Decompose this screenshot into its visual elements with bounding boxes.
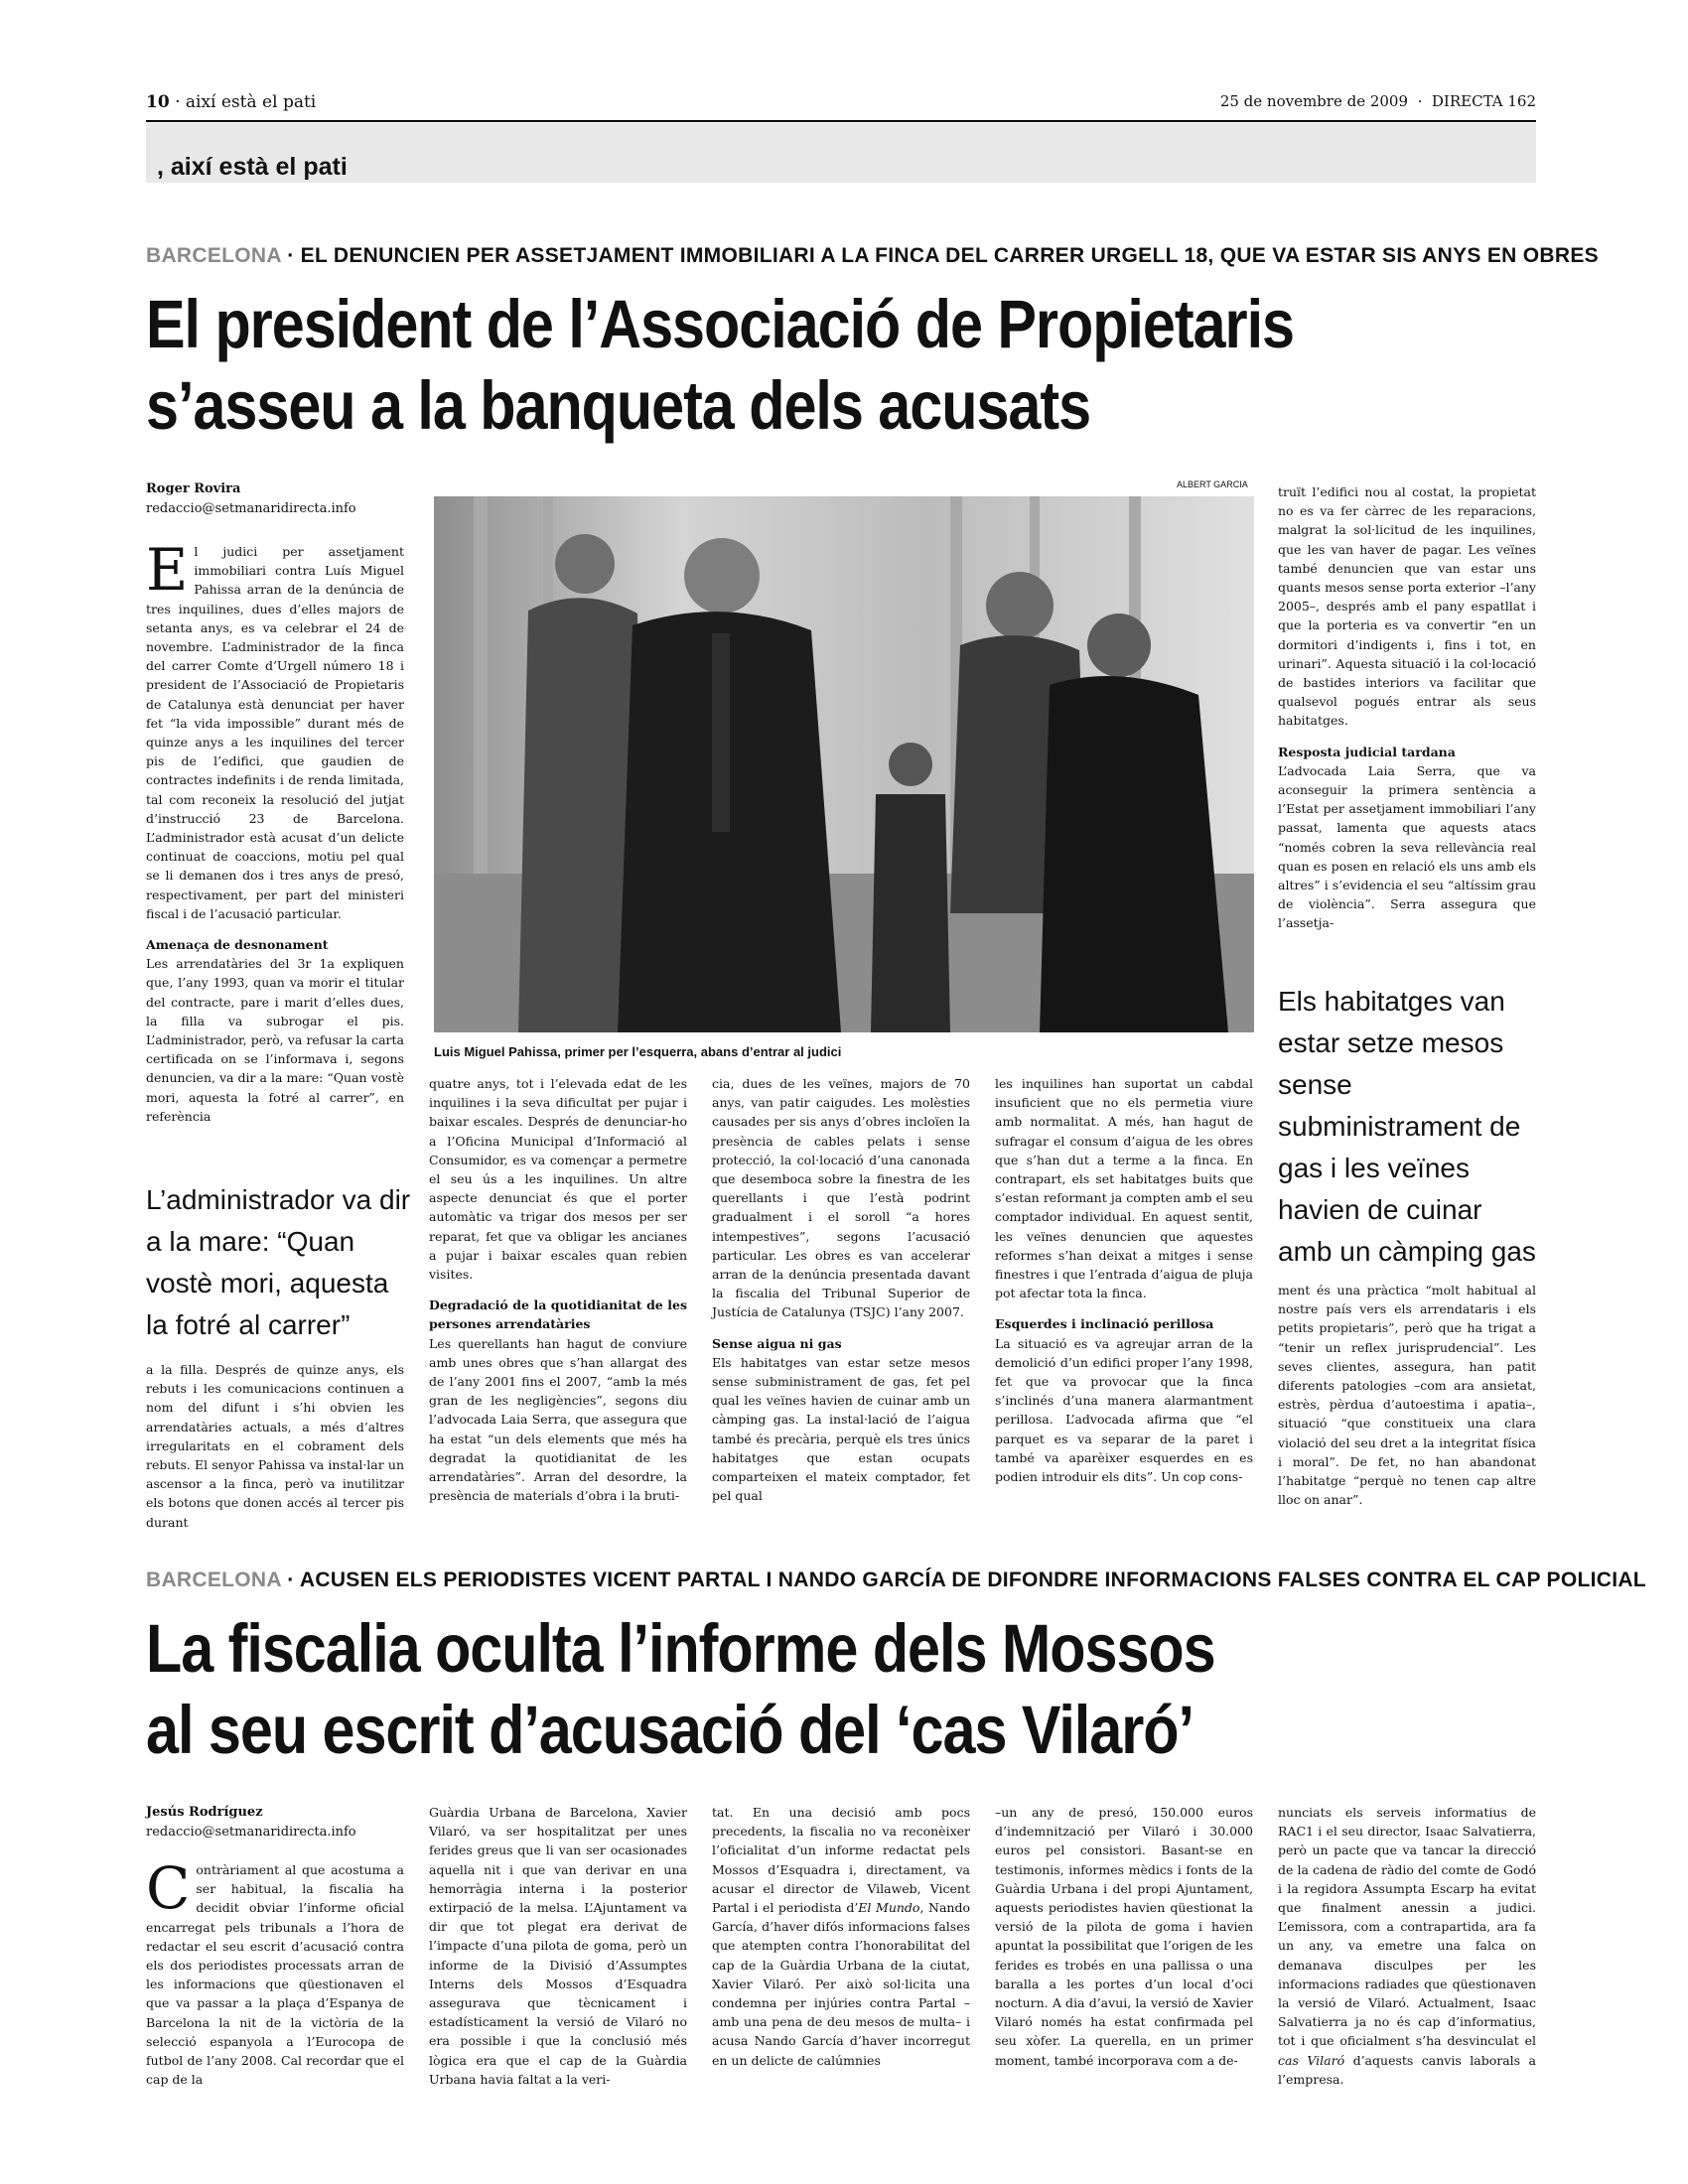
article1-subhead-4: Esquerdes i inclinació perillosa [995,1316,1214,1332]
article1-col2-p2: Les querellants han hagut de conviure amb unes obres que s’han allargat des de l’any 2001 fins el 2007, “amb la més gran de les negligències”, segons diu l’advocada Laia Serra, que assegura que ha estat “un dels elements que més ha degradat la quotidianitat de les arrendatàries”. Arran del desordre, la presència de materials d’obra i la bruti- [429,1335,687,1504]
article2-email[interactable]: redaccio@setmanaridirecta.info [146,1825,356,1840]
article1-column-5b [1278,1281,1536,1509]
article1-col5-p2: L’advocada Laia Serra, que va aconseguir la primera sentència a l’Estat per assetjament immobiliari l’any passat, lamenta que aquests atacs “només cobren la seva rellevància real quan es posen en relació els uns amb els altres” i s’evidencia el seu “altíssim grau de violència”. Serra assegura que l’assetja- [1278,762,1536,931]
article1-kicker [146,244,1599,268]
article2-byline [146,1803,356,1843]
court-photo [434,496,1254,1032]
article1-email[interactable]: redaccio@setmanaridirecta.info [146,501,356,516]
article1-byline [146,479,356,519]
article2-kicker [146,1569,1646,1592]
article1-headline [146,284,1294,447]
article2-headline-line1: La fiscalia oculta l’informe dels Mossos [146,1610,1215,1687]
article1-kicker-text: · EL DENUNCIEN PER ASSETJAMENT IMMOBILIARI A LA FINCA DEL CARRER URGELL 18, QUE VA ESTAR SIS ANYS EN OBRES [287,244,1599,267]
article2-kicker-text: · ACUSEN ELS PERIODISTES VICENT PARTAL I NANDO GARCÍA DE DIFONDRE INFORMACIONS FALSES CONTRA EL CAP POLICIAL [287,1569,1646,1591]
page-folio [146,92,316,112]
article2-column-3 [712,1803,970,2070]
article2-column-2 [429,1803,687,2089]
article1-place: BARCELONA [146,244,282,267]
article1-col3-p2: Els habitatges van estar setze mesos sense subministrament de gas, fet pel qual les veïnes havien de cuinar amb un càmping gas. La instal·lació de l’aigua també és precària, perquè els tres únics habitatges que estan ocupats comparteixen el mateix comptador, fet pel qual [712,1354,970,1504]
article1-subhead-1: Amenaça de desnonament [146,937,329,953]
article1-subhead-3: Sense aigua ni gas [712,1335,842,1351]
article2-col3-em: El Mundo [858,1900,920,1916]
folio-separator: · [175,92,181,112]
article1-col1-p3: a la filla. Després de quinze anys, els rebuts i les comunicacions continuen a nom del difunt i s’hi obvien les arrendatàries actuals, a més d’altres irregularitats en el cobrament dels rebuts. El senyor Pahissa va instal·lar un ascensor a la finca, però va inutilitzar els botons que donen accés al tercer pis durant [146,1362,404,1530]
issue-date: 25 de novembre de 2009 [1219,92,1409,110]
issue-number: DIRECTA 162 [1431,92,1536,110]
article1-col5-p1: truït l’edifici nou al costat, la propietat no es va fer càrrec de les reparacions, malgrat la sol·licitud de les inquilines, que les van haver de pagar. Les veïnes també denuncien que van estar uns quants mesos sense porta exterior –l’any 2005–, després amb el pany espatllat i que la porteria es va convertir “en un dormitori d’indigents i, fins i tot, en urinari”. Aquesta situació i la col·locació de bastides interiors va facilitar que qualsevol pogués entrar als seus habitatges. [1278,484,1536,729]
article1-col1-p1: l judici per assetjament immobiliari contra Luís Miguel Pahissa arran de la denúncia de tres inquilines, dues d’elles majors de setanta anys, es va celebrar el 24 de novembre. L’administrador de la finca del carrer Comte d’Urgell número 18 i president de l’Associació de Propietaris de Catalunya està denunciat per haver fet “la vida impossible” durant més de quinze anys a les inquilines del tercer pis de l’edifici, que gaudien de contractes indefinits i de renda limitada, tal com reconeix la resolució del jutjat d’instrucció 23 de Barcelona. L’administrador està acusat d’un delicte continuat de coaccions, motiu pel qual se li demanen dos i tres anys de presó, respectivament, per part del ministeri fiscal i de l’acusació particular. [146,544,404,921]
article1-column-4 [995,1074,1253,1486]
article2-col5-b: d’aquests canvis laborals a l’empresa. [1278,2052,1536,2087]
section-band [146,123,1536,183]
article1-column-1b [146,1360,404,1532]
article2-col5-em: cas Vilaró [1278,2052,1345,2068]
article1-col5-p3: ment és una pràctica “molt habitual al nostre país vers els arrendataris i els petits propietaris”, però que ha trigat a “tenir un reflex jurisprudencial”. Les seves clientes, assegura, han patit diferents patologies –com ara ansietat, estrès, pèrdua d’autoestima i apatia–, situació “que constitueix una clara violació del seu dret a la integritat física i moral”. De fet, no han abandonat l’habitatge “perquè no tenen cap altre lloc on anar”. [1278,1283,1536,1508]
article1-column-2 [429,1074,687,1505]
article2-headline-line2: al seu escrit d’acusació del ‘cas Vilaró’ [146,1692,1194,1768]
article2-col4: –un any de presó, 150.000 euros d’indemnització per Vilaró i 30.000 euros pel consistori. Basant-se en testimonis, informes mèdics i fonts de la Guàrdia Urbana i del propi Ajuntament, aquests periodistes havien qüestionat la versió de la pilota de goma i havien apuntat la possibilitat que l’origen de les ferides es trobés en una pallissa o una baralla a les portes d’un local d’oci nocturn. A dia d’avui, la versió de Xavier Vilaró només ha estat confirmada pel seu xòfer. La querella, en un primer moment, també incorporava com a de- [995,1805,1253,2068]
article2-col2: Guàrdia Urbana de Barcelona, Xavier Vilaró, va ser hospitalitzat per unes ferides greus que li van ser ocasionades aquella nit i que van derivar en una hemorràgia interna i la posterior extirpació de la melsa. L’Ajuntament va dir que tot plegat era derivat de l’impacte d’una pilota de goma, però un informe de la Divisió d’Assumptes Interns dels Mossos d’Esquadra assegurava que tècnicament i estadísticament la versió de Vilaró no era possible i que la conclusió més lògica era que el cap de la Guàrdia Urbana havia faltat a la veri- [429,1805,687,2087]
article1-pullquote-1: L’administrador va dir a la mare: “Quan vostè mori, aquesta la fotré al carrer” [146,1184,411,1340]
article2-column-4 [995,1803,1253,2070]
court-photo-graphic [434,496,1254,1032]
article1-headline-line2: s’asseu a la banqueta dels acusats [146,367,1091,444]
article1-pullquote-2: Els habitatges van estar setze mesos sense subministrament de gas i les veïnes havien de cuinar amb un càmping gas [1278,986,1536,1267]
article1-col3-p1: cia, dues de les veïnes, majors de 70 anys, van patir caigudes. Les molèsties causades per sis anys d’obres incloïen la presència de cables pelats i sense protecció, la col·locació d’una canonada que desemboca sobre la finestra de les querellants i que l’està podrint gradualment i el soroll “a hores intempestives”, segons l’acusació particular. Les obres es van accelerar arran de la denúncia presentada davant la fiscalia del Tribunal Superior de Justícia de Catalunya (TSJC) l’any 2007. [712,1076,970,1320]
article1-subhead-5: Resposta judicial tardana [1278,744,1456,759]
article1-dropcap: E [146,536,189,604]
article2-place: BARCELONA [146,1569,282,1591]
article1-headline-line1: El president de l’Associació de Propietaris [146,286,1295,362]
article2-column-5 [1278,1803,1536,2089]
article2-col3-b: , Nando García, d’haver difós informacions falses que atempten contra l’honorabilitat del cap de la Guàrdia Urbana de la ciutat, Xavier Vilaró. Per això sol·licita una condemna per injúries contra Partal –amb una pena de deu mesos de multa– i acusa Nando García d’haver incorregut en un delicte de calúmnies [712,1900,970,2068]
article1-col1-p2: Les arrendatàries del 3r 1a expliquen que, l’any 1993, quan va morir el titular del contracte, pare i marit d’elles dues, la filla va subrogar el pis. L’administrador, però, va refusar la carta certificada on se l’informava i, segons denuncien, va dir a la mare: “Quan vostè mori, aquesta la fotré al carrer”, en referència [146,956,404,1124]
article1-subhead-2: Degradació de la quotidianitat de les persones arrendatàries [429,1297,687,1332]
article2-dropcap: C [146,1854,191,1922]
article2-author: Jesús Rodríguez [146,1805,263,1820]
article1-column-5 [1278,482,1536,933]
section-title: , així està el pati [157,153,348,181]
issue-info [1220,92,1536,110]
page-number: 10 [146,92,170,112]
article1-col2-p1: quatre anys, tot i l’elevada edat de les inquilines i la seva dificultat per pujar i baixar escales. Després de denunciar-ho a l’Oficina Municipal d’Informació al Consumidor, es va començar a permetre el seu ús a les inquilines. Un altre aspecte denunciat és que el porter automàtic va trigar dos mesos per ser reparat, fet que va obligar les ancianes a pujar i baixar escales quan rebien visites. [429,1076,687,1283]
article1-col4-p2: La situació es va agreujar arran de la demolició d’un edifici proper l’any 1998, fet que va provocar que la finca s’inclinés d’una manera alarmantment perillosa. L’advocada afirma que “el parquet es va separar de la paret i també va aparèixer esquerdes en es podien introduir els dits”. Un cop cons- [995,1335,1253,1485]
issue-separator: · [1417,92,1423,110]
article1-col4-p1: les inquilines han suportat un cabdal insuficient que no els permetia viure amb normalitat. A més, han hagut de sufragar el consum d’aigua de les obres que s’han dut a terme a la finca. En contrapart, els set habitatges buits que s’estan reformant ja compten amb el seu comptador individual. En aquest sentit, les veïnes denuncien que aquestes reformes s’han deixat a mitges i sense finestres i que l’entrada d’aigua de pluja pot afectar tota la finca. [995,1076,1253,1301]
article2-col5-a: nunciats els serveis informatius de RAC1 i el seu director, Isaac Salvatierra, però un pacte que va tancar la direcció de la cadena de ràdio del comte de Godó i la regidora Assumpta Escarp ha evitat que finalment anessin a judici. L’emissora, com a contrapartida, ara fa un any, va emetre una falca on demanava disculpes per les informacions radiades que qüestionaven la versió de Vilaró. Actualment, Isaac Salvatierra ja no és cap d’informatius, tot i que oficialment s’ha desvinculat el [1278,1805,1536,2049]
photo-credit: ALBERT GARCIA [1177,479,1248,489]
article2-col3-a: tat. En una decisió amb pocs precedents, la fiscalia no va reconèixer l’oficialitat d’un informe redactat pels Mossos d’Esquadra i, directament, va acusar el director de Vilaweb, Vicent Partal i el periodista d’ [712,1805,970,1916]
article2-col1: ontràriament al que acostuma a ser habitual, la fiscalia ha decidit obviar l’informe oficial encarregat pels tribunals a l’hora de redactar el seu escrit d’acusació contra els dos periodistes processats arran de les informacions que qüestionaven el que va passar a la plaça d’Espanya de Barcelona la nit de la victòria de la selecció espanyola a l’Eurocopa de futbol de l’any 2008. Cal recordar que el cap de la [146,1862,404,2088]
header-rule [146,120,1536,122]
article2-headline [146,1608,1215,1771]
folio-section-label: així està el pati [185,92,317,112]
article1-column-1 [146,536,404,1126]
article2-column-1 [146,1854,404,2089]
photo-caption: Luis Miguel Pahissa, primer per l’esquerra, abans d’entrar al judici [434,1044,842,1059]
article1-author: Roger Rovira [146,481,241,496]
article1-column-3 [712,1074,970,1505]
